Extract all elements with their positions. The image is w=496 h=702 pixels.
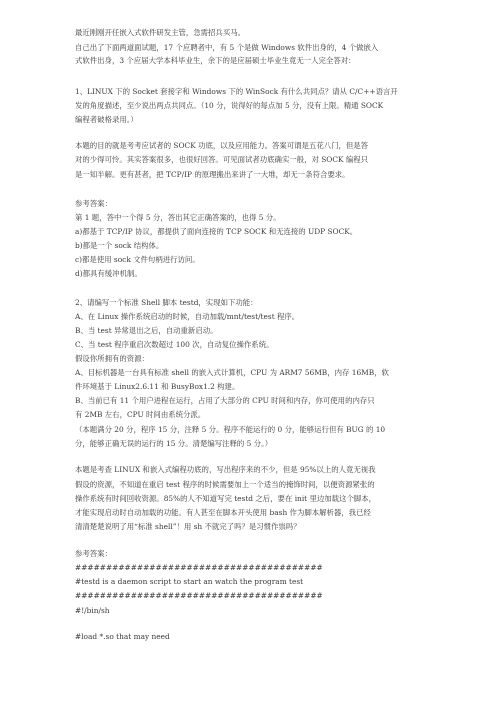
q2-note-line-4: 才能实现启动时自动加载的功能。有人甚至在脚本开头使用 bash 作为脚本解析器，我已经 — [75, 508, 371, 517]
q1-note-line-3: 是一知半解。更有甚者，把 TCP/IP 的原理搬出来讲了一大堆，却无一条符合要求。 — [75, 170, 350, 179]
q2-note-line-2: 假设的资源，不知道在重启 test 程序的时候需要加上一个适当的掩饰时间，以便资源紧张的 — [75, 480, 375, 489]
q1-note-line-1: 本题的目的就是考考应试者的 SOCK 功底，以及应用能力。答案可谓是五花八门，但是答 — [75, 141, 369, 150]
q2-line-3: B、当 test 异常退出之后，自动重新启动。 — [75, 326, 218, 335]
code-line-1: ######################################## — [75, 563, 323, 572]
q1-line-3: 编程者破格录用。） — [75, 115, 138, 124]
q1-line-2: 发的角度描述，至少说出两点共同点。（10 分，说得好的每点加 5 分，没有上限。精通 SOCK — [75, 101, 384, 110]
q2-note-line-3: 操作系统有时间回收资源。85%的人不知道写完 testd 之后，要在 init 里边加载这个脚本， — [75, 494, 377, 503]
code-line-3: ######################################## — [75, 591, 323, 600]
intro-line-3: 式软件出身，3 个应届大学本科毕业生，余下的是应届硕士毕业生竟无一人完全答对： — [75, 56, 356, 65]
q2-note-line-1: 本题是考查 LINUX 和嵌入式编程功底的，写出程序来的不少，但是 95%以上的人竟无视我 — [75, 465, 376, 474]
q2-line-9: 有 2MB 左右，CPU 时间由系统分派。 — [75, 410, 206, 419]
q2-line-2: A、在 Linux 操作系统启动的时候，自动加载/mnt/test/test 程序。 — [75, 312, 300, 321]
q1-note-line-2: 对的少得可怜。其实答案很多，也很好回答。可见面试者功底确实一般，对 SOCK 编程只 — [75, 155, 369, 164]
q2-line-5: 假设你所拥有的资源： — [75, 354, 149, 363]
q1-answer-b: b)都是一个 sock 结构体。 — [75, 241, 164, 250]
q2-line-8: B、当前已有 11 个用户进程在运行，占用了大部分的 CPU 时间和内存，你可使用的内存只 — [75, 396, 375, 405]
q1-answer-d: d)都具有缓冲机制。 — [75, 269, 142, 278]
intro-line-2: 自己出了下面两道面试题，17 个应聘者中，有 5 个是做 Windows 软件出身的，4 个做嵌入 — [75, 43, 379, 52]
q2-line-4: C、当 test 程序重启次数超过 100 次，自动复位操作系统。 — [75, 340, 274, 349]
q2-answer-label: 参考答案： — [75, 549, 112, 558]
q1-answer-label: 参考答案： — [75, 199, 112, 208]
q2-line-7: 件环境基于 Linux2.6.11 和 BusyBox1.2 构建。 — [75, 382, 240, 391]
code-line-2: #testd is a daemon script to start an watch the program test — [75, 577, 304, 586]
q2-line-10: （本题满分 20 分，程序 15 分，注释 5 分。程序不能运行的 0 分，能够运行但有 BUG 的 10 — [75, 425, 386, 434]
q2-line-1: 2、请编写一个标准 Shell 脚本 testd，实现如下功能： — [75, 298, 258, 307]
q1-answer-line-1: 第 1 题，答中一个得 5 分，答出其它正确答案的，也得 5 分。 — [75, 213, 281, 222]
q1-line-1: 1、LINUX 下的 Socket 套接字和 Windows 下的 WinSock 有什么共同点？请从 C/C++语言开 — [75, 87, 398, 96]
q2-note-line-5: 清清楚楚说明了用“标准 shell”！用 sh 不就完了吗？是习惯作祟吗？ — [75, 522, 301, 531]
q2-line-11: 分，能够正确无误的运行的 15 分。清楚编写注释的 5 分。） — [75, 439, 273, 448]
q1-answer-c: c)都是使用 sock 文件句柄进行访问。 — [75, 255, 200, 264]
code-line-5: #load *.so that may need — [75, 632, 170, 641]
q2-line-6: A、目标机器是一台具有标准 shell 的嵌入式计算机，CPU 为 ARM7 56MB，内存 16MB，软 — [75, 368, 389, 377]
intro-line-1: 最近刚刚开任嵌入式软件研发主管，急需招兵买马。 — [75, 28, 245, 37]
code-line-4: #!/bin/sh — [75, 606, 110, 615]
q1-answer-a: a)都基于 TCP/IP 协议，都提供了面向连接的 TCP SOCK 和无连接的 UDP SOCK。 — [75, 227, 358, 236]
